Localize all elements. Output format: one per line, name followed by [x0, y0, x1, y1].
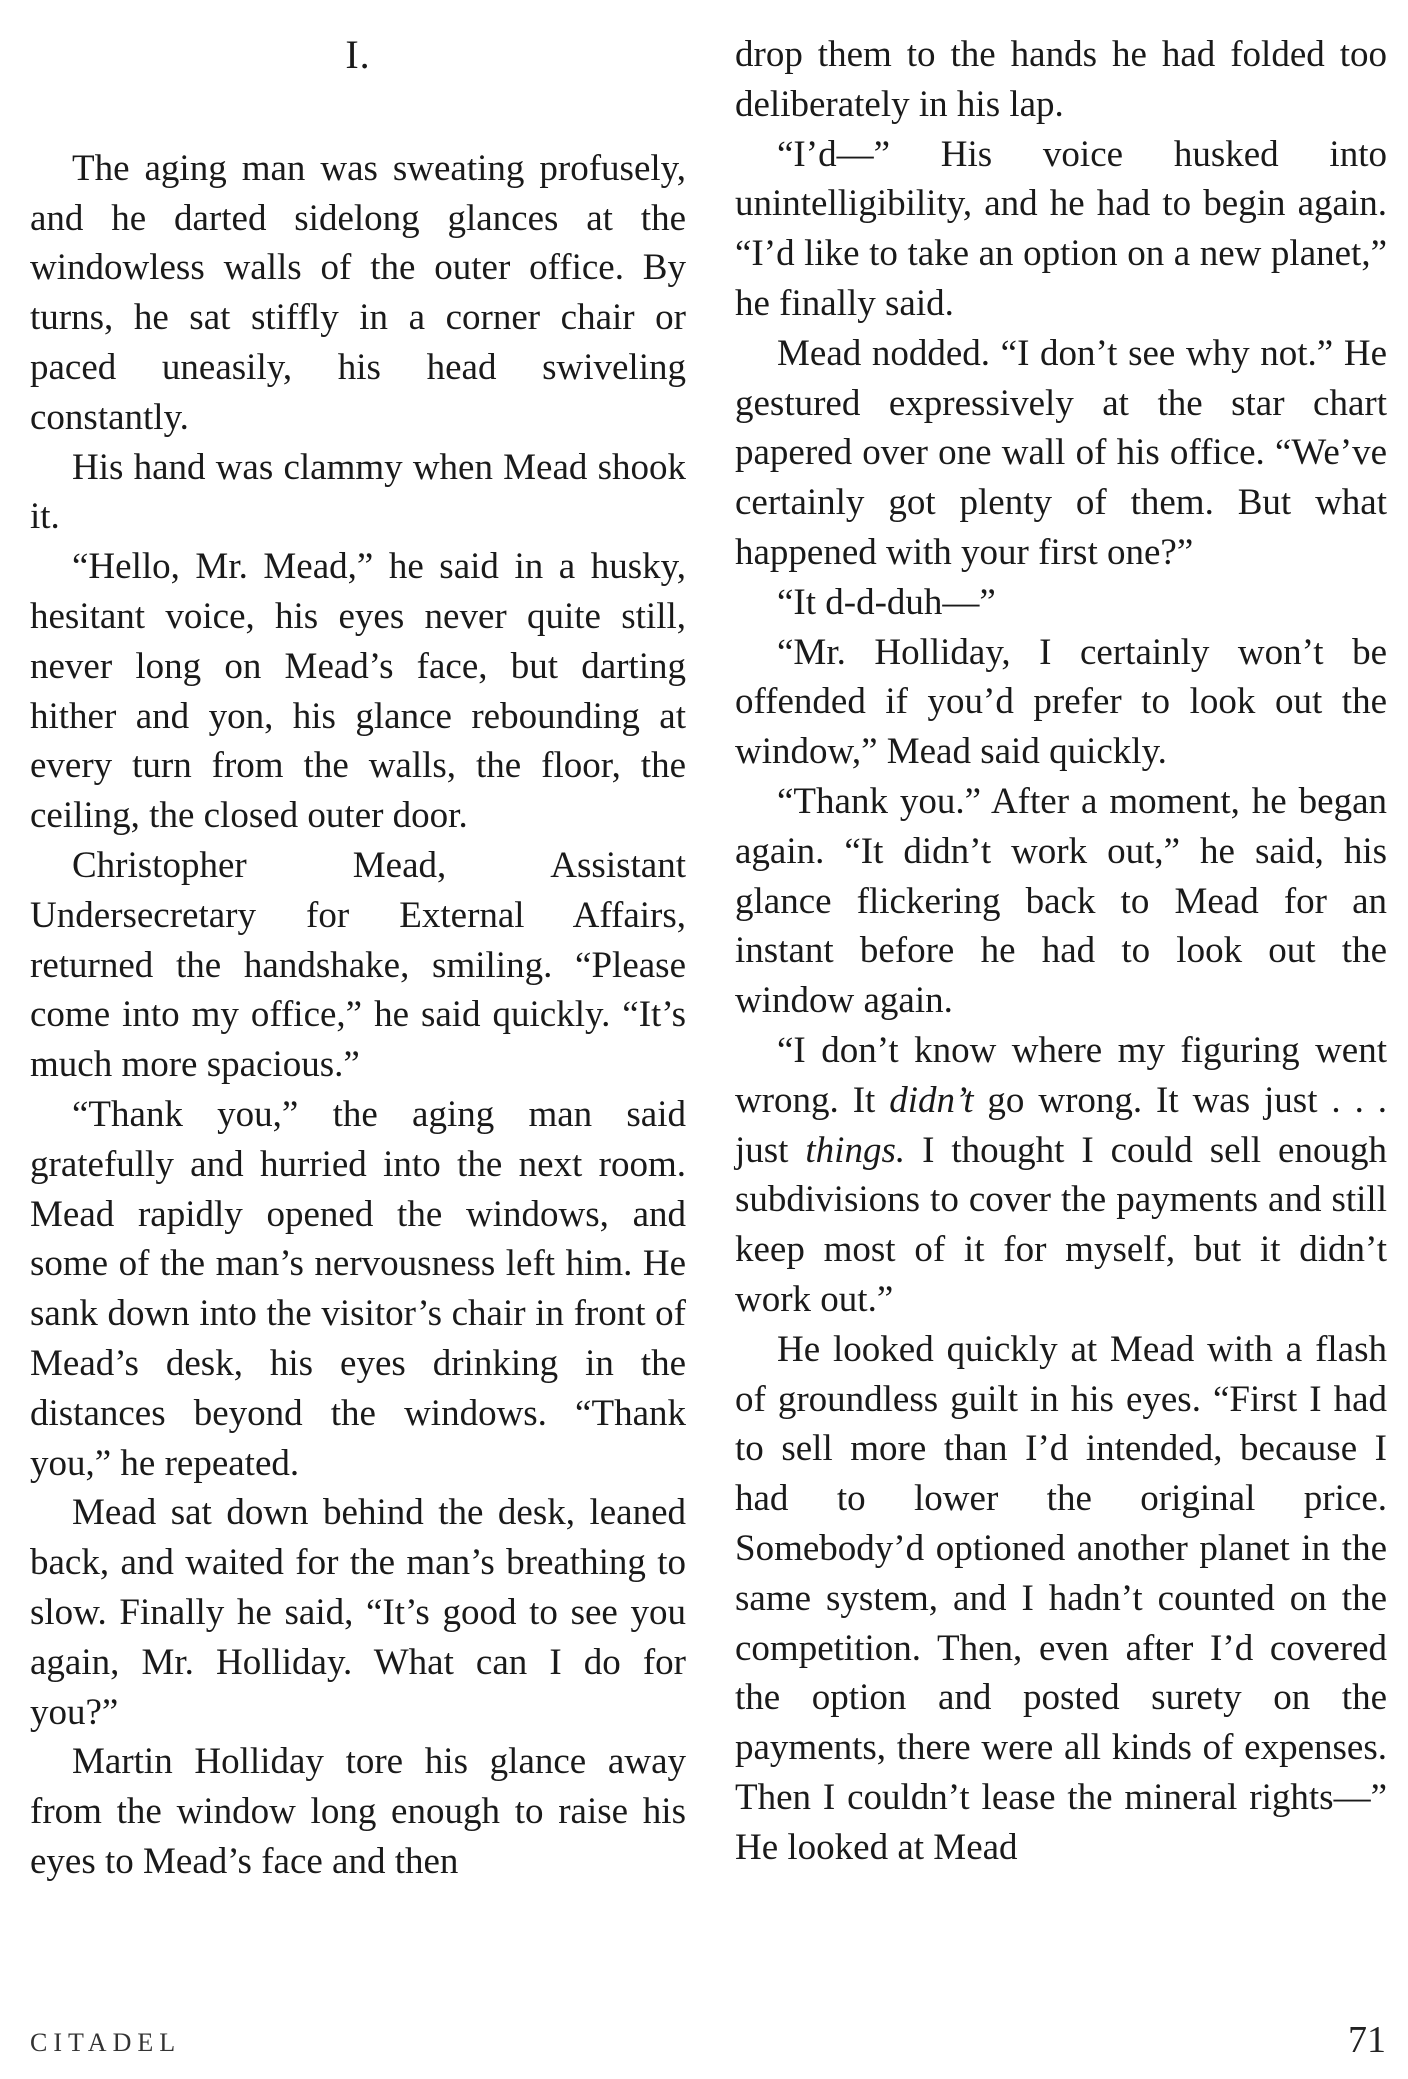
- paragraph-continuation: drop them to the hands he had folded too deliberately in his lap.: [735, 34, 1387, 125]
- text-run: I thought I could sell enough subdivisions to cover the payments and still keep most of it for myself, but it didn’t work out.”: [735, 1129, 1387, 1320]
- page-number: 71: [1348, 2019, 1386, 2061]
- paragraph: He looked quickly at Mead with a flash of groundless guilt in his eyes. “First I had to sell more than I’d intended, because I had to lower the original price. Somebody’d optioned another planet in the same system, and I hadn’t counted on the competition. Then, even after I’d covered the option and posted surety on the payments, there were all kinds of expenses. Then I couldn’t lease the mineral rights—” He looked at Mead: [735, 1328, 1387, 1868]
- paragraph: The aging man was sweating profusely, and he darted sidelong glances at the windowless walls of the outer office. By turns, he sat stiffly in a corner chair or paced uneasily, his head swiveling constantly.: [30, 147, 686, 438]
- paragraph: Christopher Mead, Assistant Undersecretary for External Affairs, returned the handshake, smiling. “Please come into my office,” he said quickly. “It’s much more spacious.”: [30, 844, 686, 1086]
- text-run: “I don’t know where my figuring went wrong. It: [735, 1029, 1387, 1121]
- paragraph: “Hello, Mr. Mead,” he said in a husky, hesitant voice, his eyes never quite still, never long on Mead’s face, but darting hither and yon, his glance rebounding at every turn from the walls, the floor, the ceiling, the closed outer door.: [30, 546, 686, 837]
- paragraph: “It d-d-duh—”: [777, 581, 996, 623]
- emphasis-text: things.: [805, 1129, 906, 1171]
- paragraph: His hand was clammy when Mead shook it.: [30, 446, 686, 538]
- paragraph-with-emphasis: [735, 1026, 1387, 1325]
- paragraph: “Thank you.” After a moment, he began again. “It didn’t work out,” he said, his glance flickering back to Mead for an instant before he had to look out the window again.: [735, 780, 1387, 1022]
- paragraph: “Mr. Holliday, I certainly won’t be offended if you’d prefer to look out the window,” Mead said quickly.: [735, 631, 1387, 773]
- emphasis-text: didn’t: [889, 1079, 974, 1121]
- paragraph: “Thank you,” the aging man said gratefully and hurried into the next room. Mead rapidly opened the windows, and some of the man’s nervousness left him. He sank down into the visitor’s chair in front of Mead’s desk, his eyes drinking in the distances beyond the windows. “Thank you,” he repeated.: [30, 1093, 686, 1484]
- paragraph: Mead nodded. “I don’t see why not.” He gestured expressively at the star chart papered over one wall of his office. “We’ve certainly got plenty of them. But what happened with your first one?”: [735, 332, 1387, 573]
- chapter-heading: I.: [345, 32, 371, 77]
- paragraph: Mead sat down behind the desk, leaned back, and waited for the man’s breathing to slow. Finally he said, “It’s good to see you again, Mr. Holliday. What can I do for you?”: [30, 1492, 686, 1733]
- magazine-name: CITADEL: [30, 2028, 182, 2057]
- paragraph: “I’d—” His voice husked into unintelligibility, and he had to begin again. “I’d like to take an option on a new planet,” he finally said.: [735, 133, 1387, 324]
- paragraph: Martin Holliday tore his glance away from the window long enough to raise his eyes to Mead’s face and then: [30, 1741, 686, 1882]
- left-column: [30, 30, 686, 1887]
- text-run: go wrong. It was just . . . just: [735, 1079, 1387, 1171]
- right-column: [735, 30, 1387, 1872]
